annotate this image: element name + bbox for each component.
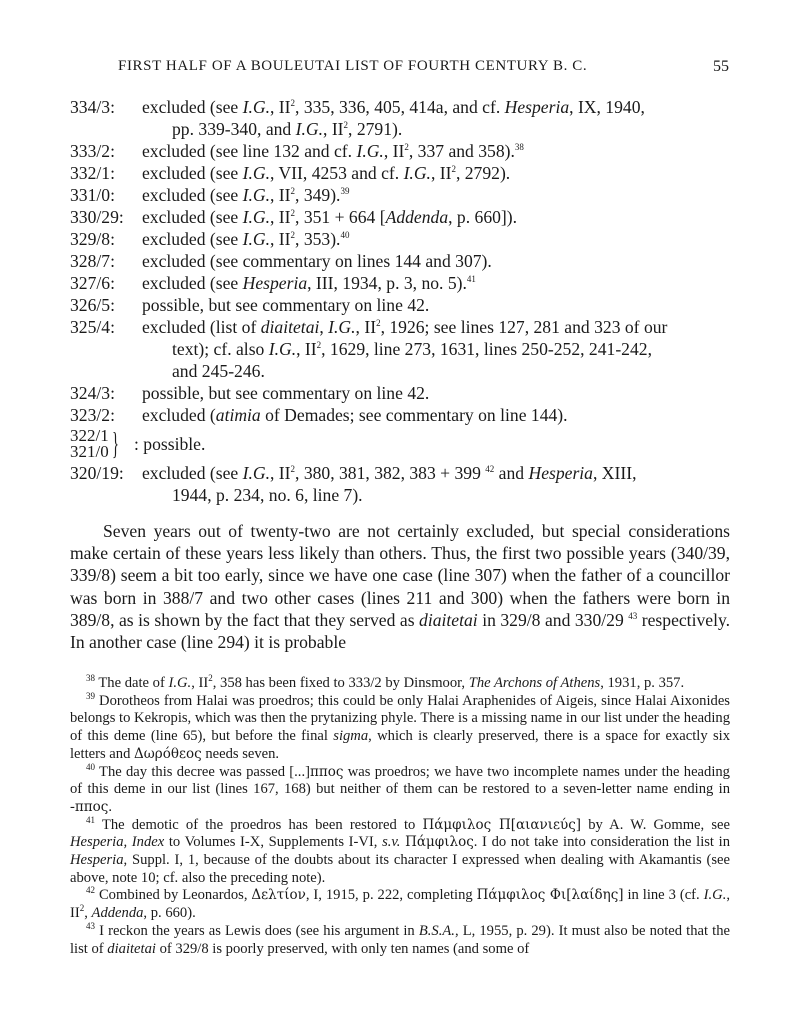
entry-continuation-line: and 245-246. [172, 361, 265, 381]
italic-text: Addenda [385, 207, 449, 227]
italic-text: diaitetai [260, 317, 320, 337]
superscript: 2 [290, 98, 296, 109]
italic-text: The Archons of Athens [468, 675, 601, 691]
italic-text: Hesperia [504, 97, 570, 117]
superscript: 2 [376, 318, 381, 329]
year-label: 325/4: [70, 317, 115, 337]
year-label: 330/29: [70, 207, 124, 227]
footnote: $^{40}$ The day this decree was passed [...]ππος was proedros; we have two incomplete names under the heading of this deme in our list (lines 167, 168) but neither of them can be restored to a seven-letter name ending in -ππος. [70, 761, 730, 815]
entry-text: excluded (see I.G., $II^2$, 335, 336, 405, 414a, and cf. Hesperia, IX, 1940, pp. 339-340, and I.G., $II^2$, 2791). [142, 96, 730, 140]
footnote-number: 38 [86, 673, 95, 684]
entry-text: possible, but see commentary on line 42. [142, 383, 430, 403]
italic-text: B.S.A. [418, 922, 455, 939]
footnote: $^{43}$ I reckon the years as Lewis does (see his argument in B.S.A., L, 1955, p. 29). It must also be noted that the list of diaitetai of 329/8 is poorly preserved, with only ten names (and some of [70, 920, 730, 957]
entry-text: excluded (see I.G., $II^2$, 349).$^{39}$ [142, 185, 350, 205]
italic-text: I.G. [242, 463, 270, 483]
italic-text: I.G. [242, 207, 270, 227]
italic-text: Addenda [91, 905, 144, 922]
entry-continuation-line: text); cf. also I.G., $II^2$, 1629, line 273, 1631, lines 250-252, 241-242, [172, 339, 652, 359]
superscript: 2 [451, 164, 456, 175]
year-label: 331/0: [70, 185, 115, 205]
italic-text: Hesperia [70, 852, 124, 869]
entry-text: excluded (atimia of Demades; see commentary on line 144). [142, 405, 568, 425]
year-label: 320/19: [70, 463, 124, 483]
greek-text: Δελτίον [251, 887, 306, 904]
year-entry [70, 294, 730, 316]
greek-text: ππος [309, 763, 344, 780]
year-entry [70, 96, 730, 140]
year-entry [70, 382, 730, 404]
year-entry [70, 140, 730, 162]
entry-continuation-line: 1944, p. 234, no. 6, line 7). [172, 485, 363, 505]
superscript: 2 [316, 340, 322, 351]
superscript: 2 [79, 903, 85, 914]
year-label: 327/6: [70, 273, 115, 293]
superscript: 2 [290, 464, 296, 475]
footnote: $^{41}$ The demotic of the proedros has been restored to Πάμφιλος Π[αιανιεύς] by A. W. Gomme, see Hesperia, Index to Volumes I-X, Supplements I-VI, s.v. Πάμφιλος. I do not take into consideration the list in Hesperia, Suppl. I, 1, because of the doubts about its character I expressed when dealing with Akamantis (see above, note 10; cf. also the preceding note). [70, 814, 730, 886]
footnote-number: 42 [86, 885, 95, 896]
superscript: 2 [290, 186, 296, 197]
italic-text: sigma [333, 728, 369, 745]
entry-text: excluded (see I.G., VII, 4253 and cf. I.G., $II^2$, 2792). [142, 163, 511, 183]
footnote: $^{38}$ The date of I.G., $II^2$, 358 has been fixed to 333/2 by Dinsmoor, The Archons of Athens, 1931, p. 357. [86, 673, 685, 691]
greek-text: Πάμφιλος Π[αιανιεύς] [422, 816, 582, 833]
footnote: $^{42}$ Combined by Leonardos, Δελτίον, I, 1915, p. 222, completing Πάμφιλος Φι[λαίδης] in line 3 (cf. I.G., $II^2$, Addenda, p. 660). [70, 885, 730, 922]
superscript: 41 [466, 274, 476, 285]
italic-text: diaitetai [107, 940, 156, 957]
superscript: 43 [628, 610, 638, 621]
year-label: 326/5: [70, 295, 115, 315]
year-entry [70, 404, 730, 426]
italic-text: I.G. [242, 97, 270, 117]
italic-text: I.G. [403, 163, 431, 183]
year-entry [70, 162, 730, 184]
entry-text: excluded (see I.G., $II^2$, 380, 381, 382, 383 + 399 $^{42}$ and Hesperia, XIII, 1944, p. 234, no. 6, line 7). [142, 462, 730, 506]
italic-text: I.G. [242, 163, 270, 183]
entry-text: excluded (list of diaitetai, I.G., $II^2$, 1926; see lines 127, 281 and 323 of our text); cf. also I.G., $II^2$, 1629, line 273, 1631, lines 250-252, 241-242, and 245-246. [142, 316, 730, 382]
greek-text: Πάμφιλος [405, 834, 474, 851]
entry-text: excluded (see commentary on lines 144 and 307). [142, 251, 492, 271]
footnote-number: 41 [86, 814, 95, 825]
italic-text: I.G. [328, 317, 356, 337]
year-entry [70, 462, 730, 506]
footnote: $^{39}$ Dorotheos from Halai was proedros; this could be only Halai Araphenides of Aigeis, since Halai Aixonides belongs to Kekropis, which was then the prytanizing phyle. There is a missing name in our list under the heading of this deme (line 65), but before the final sigma, which is clearly preserved, there is a space for exactly six letters and Δωρόθεος needs seven. [70, 690, 731, 762]
year-entry [70, 250, 730, 272]
footnotes [70, 675, 730, 958]
year-label: 329/8: [70, 229, 115, 249]
year-label: 334/3: [70, 97, 115, 117]
italic-text: I.G. [168, 675, 192, 691]
italic-text: s.v. [382, 834, 401, 851]
page-header [0, 58, 793, 80]
entry-continuation-line: pp. 339-340, and I.G., $II^2$, 2791). [172, 119, 403, 139]
year-label: 323/2: [70, 405, 115, 425]
italic-text: Hesperia, Index [70, 834, 165, 851]
entry-text: excluded (see I.G., $II^2$, 353).$^{40}$ [142, 229, 350, 249]
year-label: 324/3: [70, 383, 115, 403]
year-label: 321/0 [70, 442, 109, 461]
italic-text: I.G. [356, 141, 384, 161]
italic-text: Hesperia [528, 463, 593, 483]
running-title: FIRST HALF OF A BOULEUTAI LIST OF FOURTH CENTURY B. C. [118, 58, 588, 74]
greek-text: ππος [74, 798, 109, 815]
italic-text: diaitetai [419, 609, 478, 630]
superscript: 2 [208, 673, 213, 684]
italic-text: I.G. [295, 119, 324, 139]
entry-text: excluded (see Hesperia, III, 1934, p. 3, no. 5).$^{41}$ [142, 273, 476, 293]
year-entry [70, 228, 730, 250]
entry-text: possible, but see commentary on line 42. [142, 295, 430, 315]
year-label: 322/1 [70, 426, 109, 445]
italic-text: I.G. [242, 229, 270, 249]
superscript: 40 [340, 230, 350, 241]
superscript: 2 [404, 142, 409, 153]
entry-text: : possible. [134, 434, 206, 454]
page-number: 55 [713, 58, 729, 75]
year-entry [70, 206, 730, 228]
superscript: 42 [485, 464, 495, 475]
superscript: 2 [343, 120, 349, 131]
body-paragraph: Seven years out of twenty-two are not certainly excluded, but special considerations make certain of these years less likely than others. Thus, the first two possible years (340/39, 339/8) seem a bit too early, since we have one case (line 307) when the father of a councillor was born in 388/7 and two other cases (lines 211 and 300) when the fathers were born in 389/8, as is shown by the fact that they served as diaitetai in 329/8 and 330/29 $^{43}$ respectively. In another case (line 294) it is probable [70, 521, 731, 653]
year-label: 333/2: [70, 141, 115, 161]
italic-text: atimia [215, 405, 261, 425]
superscript: 39 [340, 186, 350, 197]
italic-text: I.G. [703, 887, 727, 904]
year-entry [70, 316, 730, 382]
year-entry [70, 184, 730, 206]
year-entry [70, 425, 730, 461]
italic-text: Hesperia [242, 273, 308, 293]
year-entries-list [70, 96, 730, 506]
italic-text: I.G. [242, 185, 270, 205]
greek-text: Πάμφιλος Φι[λαίδης] [476, 887, 624, 904]
italic-text: I.G. [268, 339, 297, 359]
entry-text: excluded (see I.G., $II^2$, 351 + 664 [Addenda, p. 660]). [142, 207, 518, 227]
footnote-number: 43 [86, 920, 95, 931]
footnote-number: 40 [86, 761, 95, 772]
superscript: 2 [290, 230, 296, 241]
superscript: 38 [514, 142, 524, 153]
brace-mark: } [112, 425, 119, 461]
greek-text: Δωρόθεος [134, 745, 202, 762]
year-entry [70, 272, 730, 294]
year-label: 332/1: [70, 163, 115, 183]
footnote-number: 39 [86, 690, 95, 701]
entry-text: excluded (see line 132 and cf. I.G., $II^2$, 337 and 358).$^{38}$ [142, 141, 524, 161]
year-label: 328/7: [70, 251, 115, 271]
superscript: 2 [290, 208, 296, 219]
